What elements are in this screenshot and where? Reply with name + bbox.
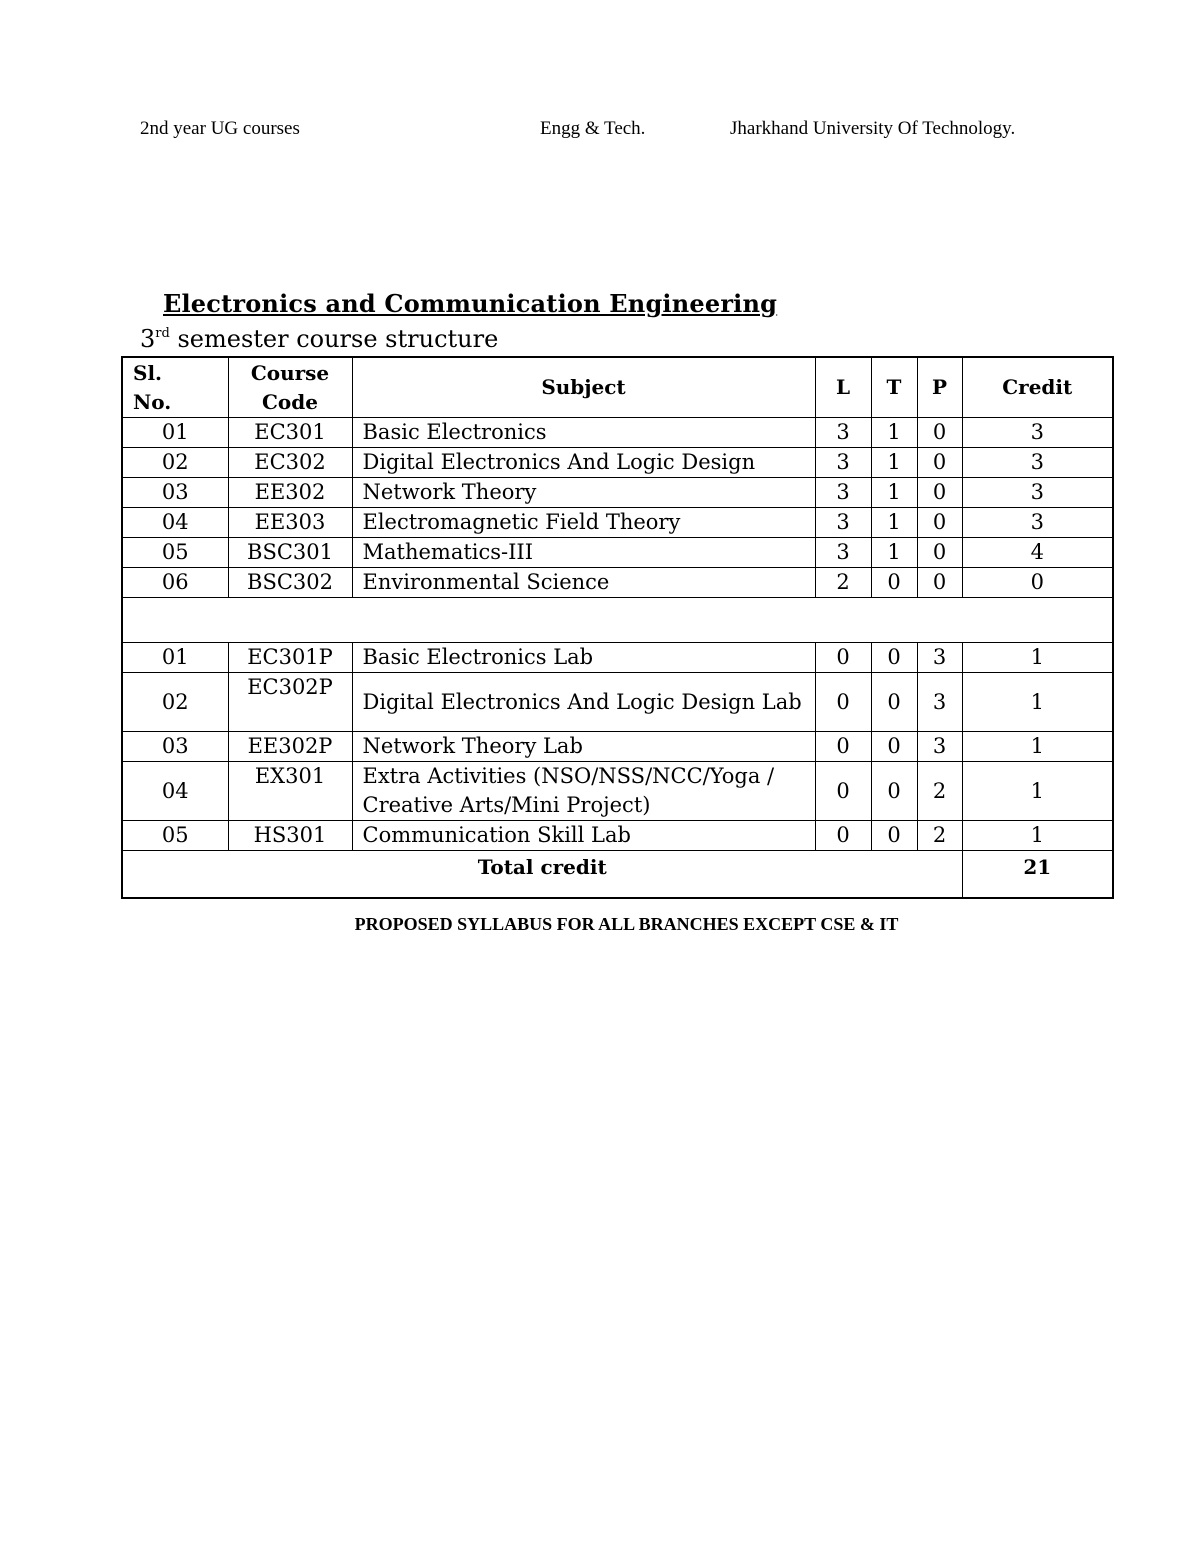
cell-code: EC301 — [228, 418, 352, 448]
header-faculty: Engg & Tech. — [540, 118, 646, 139]
cell-subject: Network Theory — [352, 478, 815, 508]
cell-subject: Communication Skill Lab — [352, 821, 815, 851]
cell-sl: 02 — [122, 448, 228, 478]
cell-t: 1 — [871, 418, 917, 448]
cell-code: EE302 — [228, 478, 352, 508]
cell-l: 3 — [815, 418, 871, 448]
cell-p: 0 — [917, 478, 962, 508]
cell-l: 0 — [815, 643, 871, 673]
cell-p: 2 — [917, 762, 962, 821]
cell-sl: 01 — [122, 643, 228, 673]
col-header-l: L — [815, 357, 871, 418]
table-row — [122, 673, 1113, 732]
subtitle-ordinal: rd — [155, 326, 170, 341]
footer-note: PROPOSED SYLLABUS FOR ALL BRANCHES EXCEPT CSE & IT — [354, 914, 899, 934]
cell-sl: 03 — [122, 732, 228, 762]
total-credit-row — [122, 851, 1113, 899]
cell-t: 0 — [871, 568, 917, 598]
cell-credit: 3 — [962, 418, 1113, 448]
cell-l: 0 — [815, 762, 871, 821]
cell-credit: 3 — [962, 448, 1113, 478]
cell-credit: 4 — [962, 538, 1113, 568]
cell-code: EC302P — [228, 673, 352, 732]
table-header-row — [122, 357, 1113, 418]
cell-sl: 05 — [122, 821, 228, 851]
header-course-year: 2nd year UG courses — [140, 118, 300, 139]
cell-t: 0 — [871, 643, 917, 673]
cell-sl: 02 — [122, 673, 228, 732]
table-row — [122, 568, 1113, 598]
cell-t: 1 — [871, 538, 917, 568]
cell-subject: Basic Electronics — [352, 418, 815, 448]
cell-t: 1 — [871, 448, 917, 478]
cell-code: HS301 — [228, 821, 352, 851]
cell-l: 3 — [815, 508, 871, 538]
cell-credit: 1 — [962, 732, 1113, 762]
cell-p: 0 — [917, 448, 962, 478]
cell-t: 1 — [871, 508, 917, 538]
table-row — [122, 538, 1113, 568]
cell-code: EE302P — [228, 732, 352, 762]
col-header-credit: Credit — [962, 357, 1113, 418]
cell-subject: Extra Activities (NSO/NSS/NCC/Yoga / Creative Arts/Mini Project) — [352, 762, 815, 821]
col-header-code: Course Code — [228, 357, 352, 418]
cell-credit: 0 — [962, 568, 1113, 598]
col-header-p: P — [917, 357, 962, 418]
page-title: Electronics and Communication Engineering — [163, 289, 778, 318]
cell-l: 0 — [815, 821, 871, 851]
page-subtitle — [140, 325, 498, 353]
table-row — [122, 762, 1113, 821]
table-row — [122, 448, 1113, 478]
cell-code: EX301 — [228, 762, 352, 821]
cell-p: 0 — [917, 568, 962, 598]
table-row — [122, 508, 1113, 538]
cell-credit: 1 — [962, 762, 1113, 821]
cell-sl: 03 — [122, 478, 228, 508]
cell-credit: 1 — [962, 821, 1113, 851]
cell-code: EC301P — [228, 643, 352, 673]
cell-sl: 04 — [122, 508, 228, 538]
cell-subject: Digital Electronics And Logic Design — [352, 448, 815, 478]
table-row — [122, 732, 1113, 762]
cell-p: 3 — [917, 732, 962, 762]
cell-subject: Mathematics-III — [352, 538, 815, 568]
subtitle-text: semester course structure — [169, 325, 499, 353]
cell-p: 3 — [917, 673, 962, 732]
cell-credit: 3 — [962, 508, 1113, 538]
cell-p: 0 — [917, 538, 962, 568]
cell-l: 3 — [815, 448, 871, 478]
total-credit-label: Total credit — [122, 851, 962, 899]
empty-separator-cell — [122, 598, 1113, 643]
cell-credit: 1 — [962, 673, 1113, 732]
cell-p: 3 — [917, 643, 962, 673]
cell-subject: Digital Electronics And Logic Design Lab — [352, 673, 815, 732]
cell-p: 0 — [917, 508, 962, 538]
table-row — [122, 418, 1113, 448]
cell-t: 0 — [871, 762, 917, 821]
cell-t: 0 — [871, 673, 917, 732]
cell-code: EE303 — [228, 508, 352, 538]
table-separator-row — [122, 598, 1113, 643]
course-structure-table — [121, 356, 1114, 899]
cell-credit: 1 — [962, 643, 1113, 673]
col-header-subject: Subject — [352, 357, 815, 418]
cell-credit: 3 — [962, 478, 1113, 508]
header-university: Jharkhand University Of Technology. — [730, 118, 1016, 139]
cell-code: EC302 — [228, 448, 352, 478]
cell-t: 1 — [871, 478, 917, 508]
cell-sl: 01 — [122, 418, 228, 448]
cell-sl: 04 — [122, 762, 228, 821]
cell-subject: Basic Electronics Lab — [352, 643, 815, 673]
cell-t: 0 — [871, 732, 917, 762]
cell-l: 0 — [815, 732, 871, 762]
table-row — [122, 821, 1113, 851]
cell-l: 2 — [815, 568, 871, 598]
cell-subject: Network Theory Lab — [352, 732, 815, 762]
cell-p: 0 — [917, 418, 962, 448]
cell-subject: Electromagnetic Field Theory — [352, 508, 815, 538]
cell-code: BSC301 — [228, 538, 352, 568]
cell-l: 3 — [815, 478, 871, 508]
cell-l: 3 — [815, 538, 871, 568]
cell-code: BSC302 — [228, 568, 352, 598]
col-header-sl: Sl. No. — [122, 357, 228, 418]
cell-l: 0 — [815, 673, 871, 732]
subtitle-number: 3 — [140, 325, 156, 353]
cell-t: 0 — [871, 821, 917, 851]
cell-sl: 06 — [122, 568, 228, 598]
cell-p: 2 — [917, 821, 962, 851]
total-credit-value: 21 — [962, 851, 1113, 899]
table-row — [122, 643, 1113, 673]
table-row — [122, 478, 1113, 508]
cell-subject: Environmental Science — [352, 568, 815, 598]
col-header-t: T — [871, 357, 917, 418]
cell-sl: 05 — [122, 538, 228, 568]
